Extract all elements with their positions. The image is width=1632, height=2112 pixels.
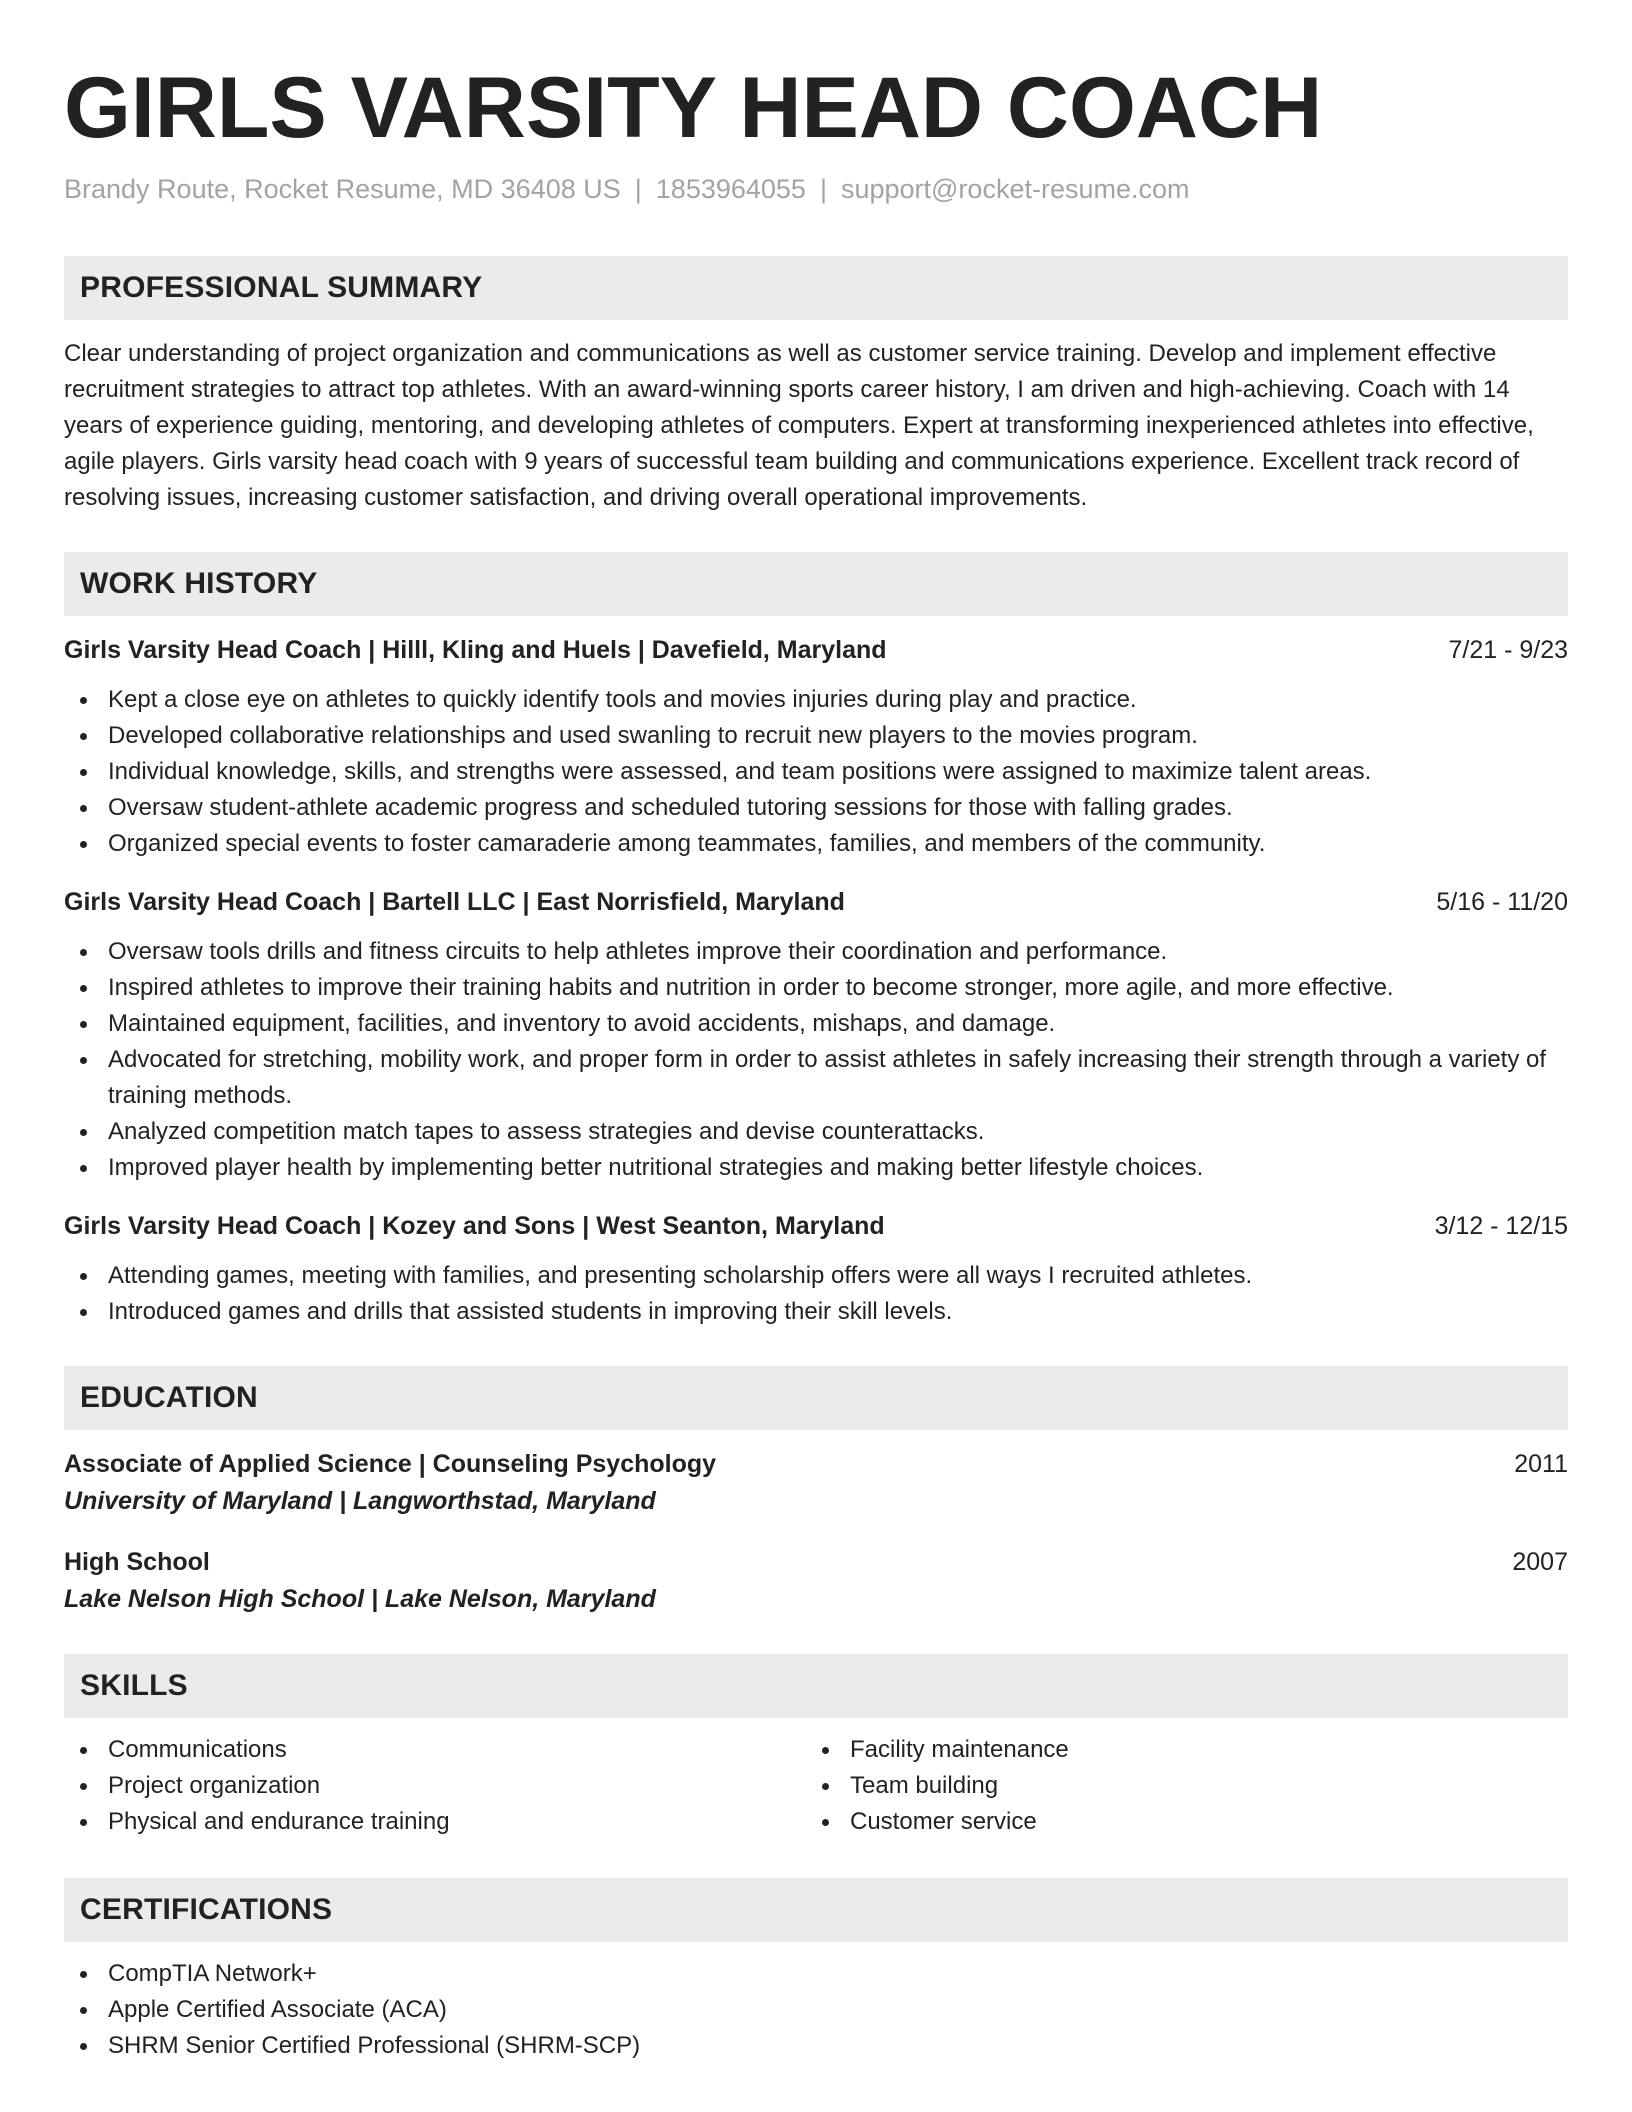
contact-separator: | [634, 174, 642, 204]
job-heading-row [64, 632, 1568, 668]
job-dates: 3/12 - 12/15 [1434, 1212, 1568, 1240]
section-header-certifications: CERTIFICATIONS [64, 1878, 1568, 1942]
education-year: 2011 [1514, 1450, 1568, 1478]
education-entry [64, 1446, 1568, 1520]
education-entry [64, 1544, 1568, 1618]
certification-item: CompTIA Network+ [64, 1956, 1568, 1992]
education-heading-row [64, 1446, 1568, 1482]
education-degree: High School [64, 1548, 210, 1576]
job-bullet: Advocated for stretching, mobility work, and proper form in order to assist athletes in safely increasing their strength through a variety of training methods. [64, 1042, 1568, 1114]
job-bullet: Developed collaborative relationships and used swanling to recruit new players to the movies program. [64, 718, 1568, 754]
job-bullet: Introduced games and drills that assisted students in improving their skill levels. [64, 1294, 1568, 1330]
job-heading-row [64, 884, 1568, 920]
job-bullet: Individual knowledge, skills, and strengths were assessed, and team positions were assigned to maximize talent areas. [64, 754, 1568, 790]
education-school: University of Maryland | Langworthstad, Maryland [64, 1487, 656, 1515]
job-bullet: Inspired athletes to improve their training habits and nutrition in order to become stronger, more agile, and more effective. [64, 970, 1568, 1006]
job-bullet: Oversaw tools drills and fitness circuits to help athletes improve their coordination and performance. [64, 934, 1568, 970]
job-title: Girls Varsity Head Coach | Kozey and Sons | West Seanton, Maryland [64, 1212, 885, 1240]
education-year: 2007 [1512, 1548, 1568, 1576]
skill-item: Customer service [806, 1804, 1548, 1840]
skills-list-right [806, 1732, 1548, 1840]
skills-list-left [64, 1732, 806, 1840]
skill-item: Team building [806, 1768, 1548, 1804]
job-bullet: Improved player health by implementing better nutritional strategies and making better lifestyle choices. [64, 1150, 1568, 1186]
section-header-work-history: WORK HISTORY [64, 552, 1568, 616]
job-bullet: Organized special events to foster camaraderie among teammates, families, and members of the community. [64, 826, 1568, 862]
contact-phone: 1853964055 [655, 174, 806, 204]
job-bullet: Oversaw student-athlete academic progress and scheduled tutoring sessions for those with falling grades. [64, 790, 1568, 826]
skill-item: Facility maintenance [806, 1732, 1548, 1768]
job-title: Girls Varsity Head Coach | Hilll, Kling and Huels | Davefield, Maryland [64, 636, 887, 664]
section-header-summary: PROFESSIONAL SUMMARY [64, 256, 1568, 320]
job-bullets [64, 934, 1568, 1186]
certification-item: SHRM Senior Certified Professional (SHRM-SCP) [64, 2028, 1568, 2064]
job-dates: 7/21 - 9/23 [1448, 636, 1568, 664]
section-header-education: EDUCATION [64, 1366, 1568, 1430]
resume-name: GIRLS VARSITY HEAD COACH [64, 60, 1323, 156]
contact-line [64, 172, 1568, 206]
education-school: Lake Nelson High School | Lake Nelson, Maryland [64, 1585, 656, 1613]
job-dates: 5/16 - 11/20 [1436, 888, 1568, 916]
skill-item: Physical and endurance training [64, 1804, 806, 1840]
contact-email: support@rocket-resume.com [840, 174, 1190, 204]
certifications-list [64, 1956, 1568, 2064]
job-entry [64, 884, 1568, 1186]
contact-address: Brandy Route, Rocket Resume, MD 36408 US [64, 174, 621, 204]
job-bullet: Maintained equipment, facilities, and inventory to avoid accidents, mishaps, and damage. [64, 1006, 1568, 1042]
summary-text: Clear understanding of project organization and communications as well as customer service training. Develop and implement effective recruitment strategies to attract top athletes. With an award-winning sports career history, I am driven and high-achieving. Coach with 14 years of experience guiding, mentoring, and developing athletes of computers. Expert at transforming inexperienced athletes into effective, agile players. Girls varsity head coach with 9 years of successful team building and communications experience. Excellent track record of resolving issues, increasing customer satisfaction, and driving overall operational improvements. [64, 340, 1534, 511]
certification-item: Apple Certified Associate (ACA) [64, 1992, 1568, 2028]
skill-item: Project organization [64, 1768, 806, 1804]
job-bullet: Analyzed competition match tapes to assess strategies and devise counterattacks. [64, 1114, 1568, 1150]
job-entry [64, 1208, 1568, 1330]
job-bullets [64, 682, 1568, 862]
section-header-skills: SKILLS [64, 1654, 1568, 1718]
job-bullets [64, 1258, 1568, 1330]
skills-columns [64, 1732, 1568, 1840]
education-degree: Associate of Applied Science | Counseling Psychology [64, 1450, 717, 1478]
job-heading-row [64, 1208, 1568, 1244]
skill-item: Communications [64, 1732, 806, 1768]
contact-separator: | [819, 174, 827, 204]
job-title: Girls Varsity Head Coach | Bartell LLC | East Norrisfield, Maryland [64, 888, 845, 916]
job-bullet: Attending games, meeting with families, and presenting scholarship offers were all ways I recruited athletes. [64, 1258, 1568, 1294]
education-heading-row [64, 1544, 1568, 1580]
job-bullet: Kept a close eye on athletes to quickly identify tools and movies injuries during play and practice. [64, 682, 1568, 718]
job-entry [64, 632, 1568, 862]
